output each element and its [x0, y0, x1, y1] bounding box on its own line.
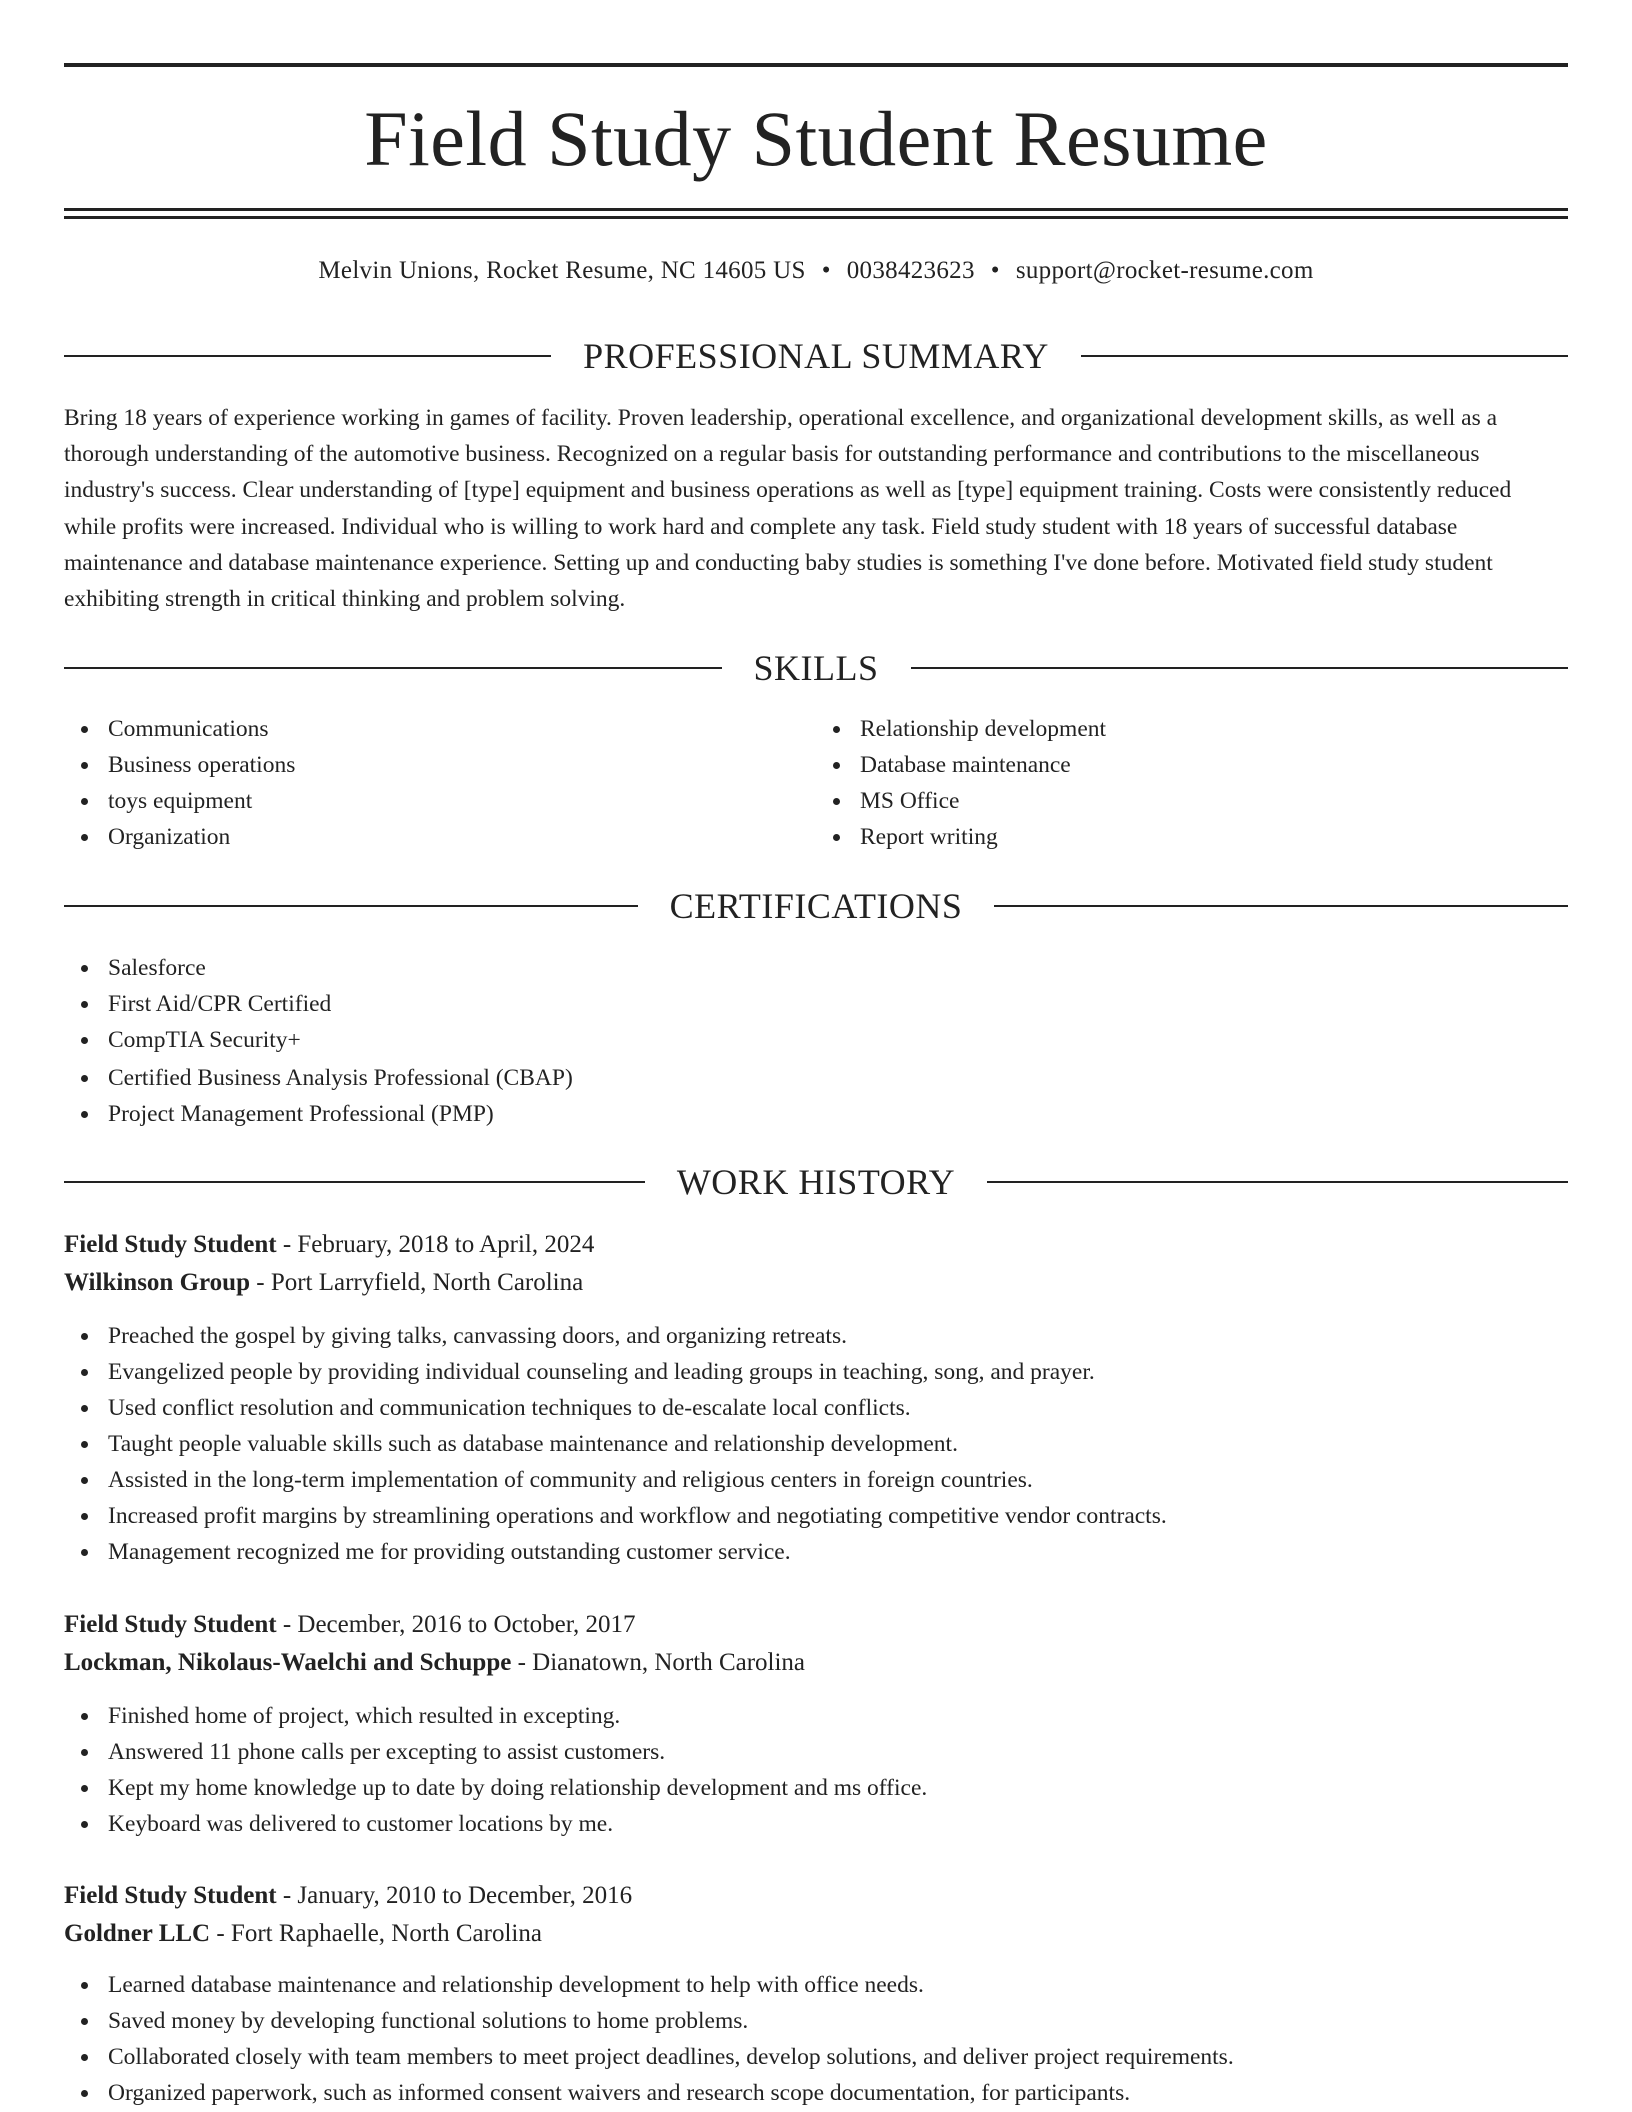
job-duty: Preached the gospel by giving talks, canvassing doors, and organizing retreats. [64, 1318, 1568, 1354]
section-header-summary [64, 336, 1568, 376]
certification-item: Project Management Professional (PMP) [64, 1096, 1568, 1132]
job-title-line: Field Study Student - February, 2018 to April, 2024 [64, 1231, 595, 1258]
section-header-work-history [64, 1162, 1568, 1202]
skill-item: Report writing [816, 819, 1568, 855]
skills-list [64, 711, 1568, 855]
contact-separator: • [990, 257, 1000, 284]
section-title-summary: PROFESSIONAL SUMMARY [583, 336, 1049, 376]
job-dates: February, 2018 to April, 2024 [297, 1231, 595, 1258]
section-rule [987, 1181, 1568, 1183]
certifications-list [64, 950, 1568, 1132]
skill-item: Organization [64, 819, 816, 855]
top-rule [64, 63, 1568, 67]
job-duty: Finished home of project, which resulted in excepting. [64, 1698, 1568, 1734]
job-entry [64, 1877, 1568, 2111]
job-location: Dianatown, North Carolina [532, 1649, 806, 1676]
job-company-line: Lockman, Nikolaus-Waelchi and Schuppe - Dianatown, North Carolina [64, 1649, 806, 1676]
skills-column-left [64, 711, 816, 855]
resume-title: Field Study Student Resume [364, 95, 1268, 182]
job-company: Goldner LLC [64, 1920, 211, 1947]
section-rule [911, 667, 1569, 669]
section-title-work-history: WORK HISTORY [676, 1162, 956, 1202]
job-company: Lockman, Nikolaus-Waelchi and Schuppe [64, 1649, 512, 1676]
section-rule [1081, 355, 1568, 357]
job-location: Fort Raphaelle, North Carolina [230, 1920, 542, 1947]
certification-item: Certified Business Analysis Professional (CBAP) [64, 1060, 1568, 1096]
skill-item: Relationship development [816, 711, 1568, 747]
skill-item: Business operations [64, 747, 816, 783]
job-duty: Learned database maintenance and relationship development to help with office needs. [64, 1967, 1568, 2003]
job-title: Field Study Student [64, 1611, 277, 1638]
contact-address: Melvin Unions, Rocket Resume, NC 14605 US [318, 257, 806, 284]
job-duties [64, 1967, 1568, 2111]
job-entry [64, 1226, 1568, 1570]
job-duty: Kept my home knowledge up to date by doing relationship development and ms office. [64, 1770, 1568, 1806]
skill-item: MS Office [816, 783, 1568, 819]
section-rule [64, 905, 638, 907]
job-duty: Keyboard was delivered to customer locations by me. [64, 1806, 1568, 1842]
job-dates: January, 2010 to December, 2016 [297, 1882, 633, 1909]
job-entry [64, 1606, 1568, 1842]
job-location: Port Larryfield, North Carolina [270, 1269, 584, 1296]
contact-phone: 0038423623 [846, 257, 975, 284]
job-duties [64, 1698, 1568, 1842]
section-title-certifications: CERTIFICATIONS [669, 886, 963, 926]
job-duty: Increased profit margins by streamlining operations and workflow and negotiating competitive vendor contracts. [64, 1498, 1568, 1534]
contact-separator: • [821, 257, 831, 284]
job-title: Field Study Student [64, 1231, 277, 1258]
summary-text: Bring 18 years of experience working in games of facility. Proven leadership, operational excellence, and organizational development skills, as well as a thorough understanding of the automotive business. Recognized on a regular basis for outstanding performance and contributions to the miscellaneous industry's success. Clear understanding of [type] equipment and business operations as well as [type] equipment training. Costs were consistently reduced while profits were increased. Individual who is willing to work hard and complete any task. Field study student with 18 years of successful database maintenance and database maintenance experience. Setting up and conducting baby studies is something I've done before. Motivated field study student exhibiting strength in critical thinking and problem solving. [64, 405, 1512, 613]
job-company: Wilkinson Group [64, 1269, 250, 1296]
job-duty: Used conflict resolution and communication techniques to de-escalate local conflicts. [64, 1390, 1568, 1426]
contact-line [64, 256, 1568, 286]
job-duty: Taught people valuable skills such as database maintenance and relationship development. [64, 1426, 1568, 1462]
certification-item: CompTIA Security+ [64, 1022, 1568, 1058]
contact-email: support@rocket-resume.com [1015, 257, 1314, 284]
certification-item: First Aid/CPR Certified [64, 986, 1568, 1022]
job-duty: Evangelized people by providing individual counseling and leading groups in teaching, song, and prayer. [64, 1354, 1568, 1390]
job-duty: Organized paperwork, such as informed consent waivers and research scope documentation, for participants. [64, 2075, 1568, 2111]
skills-column-right [816, 711, 1568, 855]
section-rule [994, 905, 1568, 907]
section-rule [64, 667, 722, 669]
job-duty: Saved money by developing functional solutions to home problems. [64, 2003, 1568, 2039]
section-title-skills: SKILLS [753, 648, 879, 688]
skill-item: toys equipment [64, 783, 816, 819]
job-title-line: Field Study Student - December, 2016 to October, 2017 [64, 1611, 636, 1638]
job-duties [64, 1318, 1568, 1570]
section-header-skills [64, 648, 1568, 688]
title-double-rule [64, 208, 1568, 219]
job-title-line: Field Study Student - January, 2010 to December, 2016 [64, 1882, 633, 1909]
section-rule [64, 1181, 645, 1183]
job-duty: Answered 11 phone calls per excepting to assist customers. [64, 1734, 1568, 1770]
section-header-certifications [64, 886, 1568, 926]
certification-item: Salesforce [64, 950, 1568, 986]
skill-item: Database maintenance [816, 747, 1568, 783]
job-dates: December, 2016 to October, 2017 [297, 1611, 636, 1638]
job-title: Field Study Student [64, 1882, 277, 1909]
job-company-line: Wilkinson Group - Port Larryfield, North Carolina [64, 1269, 584, 1296]
job-duty: Assisted in the long-term implementation of community and religious centers in foreign countries. [64, 1462, 1568, 1498]
job-duty: Collaborated closely with team members to meet project deadlines, develop solutions, and deliver project requirements. [64, 2039, 1568, 2075]
section-rule [64, 355, 551, 357]
job-company-line: Goldner LLC - Fort Raphaelle, North Carolina [64, 1920, 542, 1947]
job-duty: Management recognized me for providing outstanding customer service. [64, 1534, 1568, 1570]
skill-item: Communications [64, 711, 816, 747]
